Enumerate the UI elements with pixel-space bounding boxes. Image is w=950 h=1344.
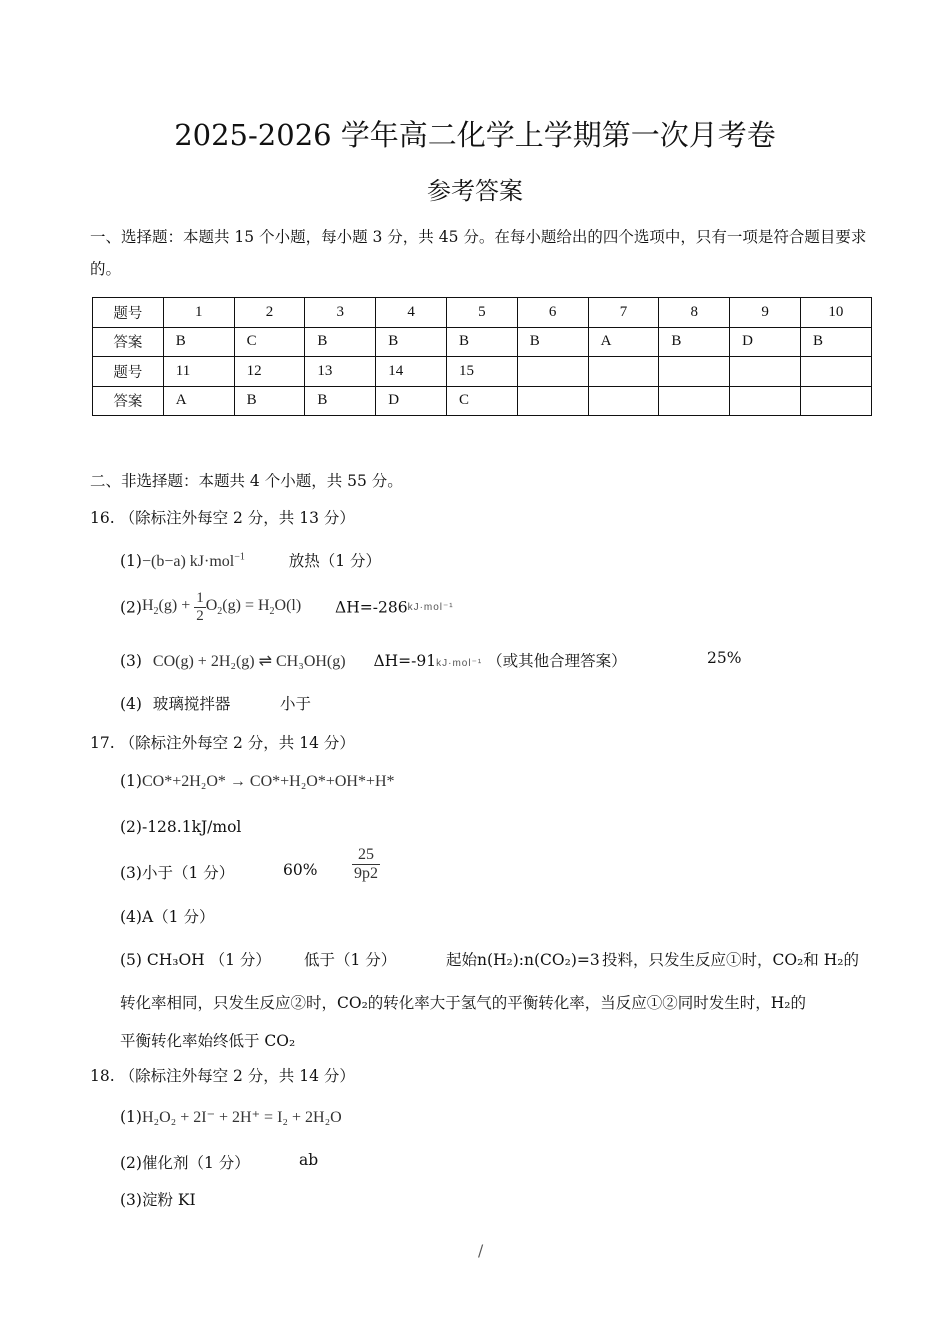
table-cell [730,386,801,416]
table-cell: A [163,386,234,416]
table-cell [517,357,588,387]
page-subtitle: 参考答案 [427,177,523,205]
q16-part3-percent: 25% [707,649,742,667]
q16-part4-b: 小于 [280,695,312,713]
q16-part1-expr: −(b−a) kJ·mol$^{-1}$ [141,551,245,570]
table-cell: B [234,386,305,416]
table-cell: B [800,327,871,357]
q16-part4-a: 玻璃搅拌器 [152,695,231,713]
q16-part2: $(2)H_2(g)$ + $\frac{1}{2}$ $O_2(g) = H_2O(l)$ ΔH=-286kJ·mol⁻¹ [120,590,454,624]
q18-part1: (1)H₂O₂ + 2I⁻ + 2H⁺ = I₂ + 2H₂O [120,1108,342,1126]
table-cell: D [730,327,801,357]
q17-part1: (1)CO*+2H₂O* → CO*+H₂O*+OH*+H* [120,772,395,790]
q17-part3-fraction: $\frac{25}{9p2}$ [354,846,378,882]
table-cell: 4 [376,298,447,328]
table-cell: 11 [163,357,234,387]
table-cell: 13 [305,357,376,387]
q16-part1: (1)−(b−a) kJ·mol$^{-1}$ 放热（1 分） [120,551,382,570]
table-cell: B [305,386,376,416]
table-row-label: 题号 [93,357,164,387]
table-cell [588,357,659,387]
table-row-label: 答案 [93,327,164,357]
q16-part3-note: （或其他合理答案） [487,652,627,670]
table-cell: A [588,327,659,357]
table-row-label: 答案 [93,386,164,416]
section1-intro: 一、选择题：本题共 15 个小题，每小题 3 分，共 45 分。在每小题给出的四个选项中，只有一项是符合题目要求的。 [90,228,867,278]
q16-part4: (4) 玻璃搅拌器 [120,695,231,713]
q17-part5-c: 起始n(H₂):n(CO₂)=3 [446,951,600,969]
q18-header: 18. （除标注外每空 2 分，共 14 分） [90,1067,355,1085]
table-cell: 9 [730,298,801,328]
table-cell: B [376,327,447,357]
q16-header: 16. （除标注外每空 2 分，共 13 分） [90,509,355,527]
q17-part5-line3: 平衡转化率始终低于 CO₂ [120,1032,296,1050]
q17-part4: (4)A（1 分） [120,908,215,926]
q16-part3-dh: ΔH=-91 [373,652,437,670]
section2-intro: 二、非选择题：本题共 4 个小题，共 55 分。 [90,472,403,490]
table-cell [730,357,801,387]
table-cell [659,357,730,387]
table-row [93,327,872,357]
q18-part1-equation: H₂O₂ + 2I⁻ + 2H⁺ = I₂ + 2H₂O [141,1109,342,1126]
q17-part5-b: 低于（1 分） [304,951,397,969]
q16-part3-equation: CO(g) + 2H₂(g) ⇌ CH₃OH(g) [152,653,346,670]
q16-part1-extra: 放热（1 分） [288,552,382,570]
q17-part3-percent: 60% [283,861,318,879]
q17-part5-line2: 转化率相同，只发生反应②时，CO₂的转化率大于氢气的平衡转化率，当反应①②同时发生时，H₂的 [120,994,807,1012]
table-row-label: 题号 [93,298,164,328]
page-title: 2025-2026 学年高二化学上学期第一次月考卷 [174,118,776,152]
table-cell: 14 [376,357,447,387]
table-row [93,386,872,416]
table-cell: 1 [163,298,234,328]
footer-mark: / [478,1242,484,1260]
table-cell: B [163,327,234,357]
table-row [93,357,872,387]
q17-part2: (2)-128.1kJ/mol [120,818,242,836]
table-cell: 6 [517,298,588,328]
table-cell: 8 [659,298,730,328]
table-cell [588,386,659,416]
q16-part2-dh: ΔH=-286 [335,598,408,617]
table-cell: B [659,327,730,357]
table-cell [517,386,588,416]
q18-part3: (3)淀粉 KI [120,1191,196,1209]
table-cell [659,386,730,416]
answer-table [92,297,872,416]
table-cell [800,386,871,416]
q16-part2-equation: $H_2(g)$ + [141,597,195,618]
table-cell: B [305,327,376,357]
table-cell: 15 [446,357,517,387]
table-row [93,298,872,328]
table-cell: 2 [234,298,305,328]
table-cell: D [376,386,447,416]
q16-part2-unit: kJ·mol⁻¹ [407,602,454,613]
table-cell: C [446,386,517,416]
q17-header: 17. （除标注外每空 2 分，共 14 分） [90,734,355,752]
q18-part2-b: ab [299,1151,319,1169]
q18-part2-a: (2)催化剂（1 分） [120,1154,250,1172]
table-cell: B [446,327,517,357]
table-cell: C [234,327,305,357]
q16-part3-unit: kJ·mol⁻¹ [436,658,483,669]
q17-part5-a: (5) CH₃OH （1 分） [120,951,271,969]
table-cell: 5 [446,298,517,328]
table-cell: 10 [800,298,871,328]
table-cell: 3 [305,298,376,328]
table-cell [800,357,871,387]
half-fraction: $\frac{1}{2}$ [196,590,204,624]
q17-part1-equation: CO*+2H₂O* → CO*+H₂O*+OH*+H* [141,773,395,790]
q17-part3: (3)小于（1 分） [120,864,235,882]
q16-part3: (3) CO(g) + 2H₂(g) ⇌ CH₃OH(g) ΔH=-91kJ·mol⁻¹ （或其他合理答案） [120,652,627,670]
table-cell: B [517,327,588,357]
table-cell: 12 [234,357,305,387]
table-cell: 7 [588,298,659,328]
q17-part5-d: 投料，只发生反应①时，CO₂和 H₂的 [602,951,859,969]
